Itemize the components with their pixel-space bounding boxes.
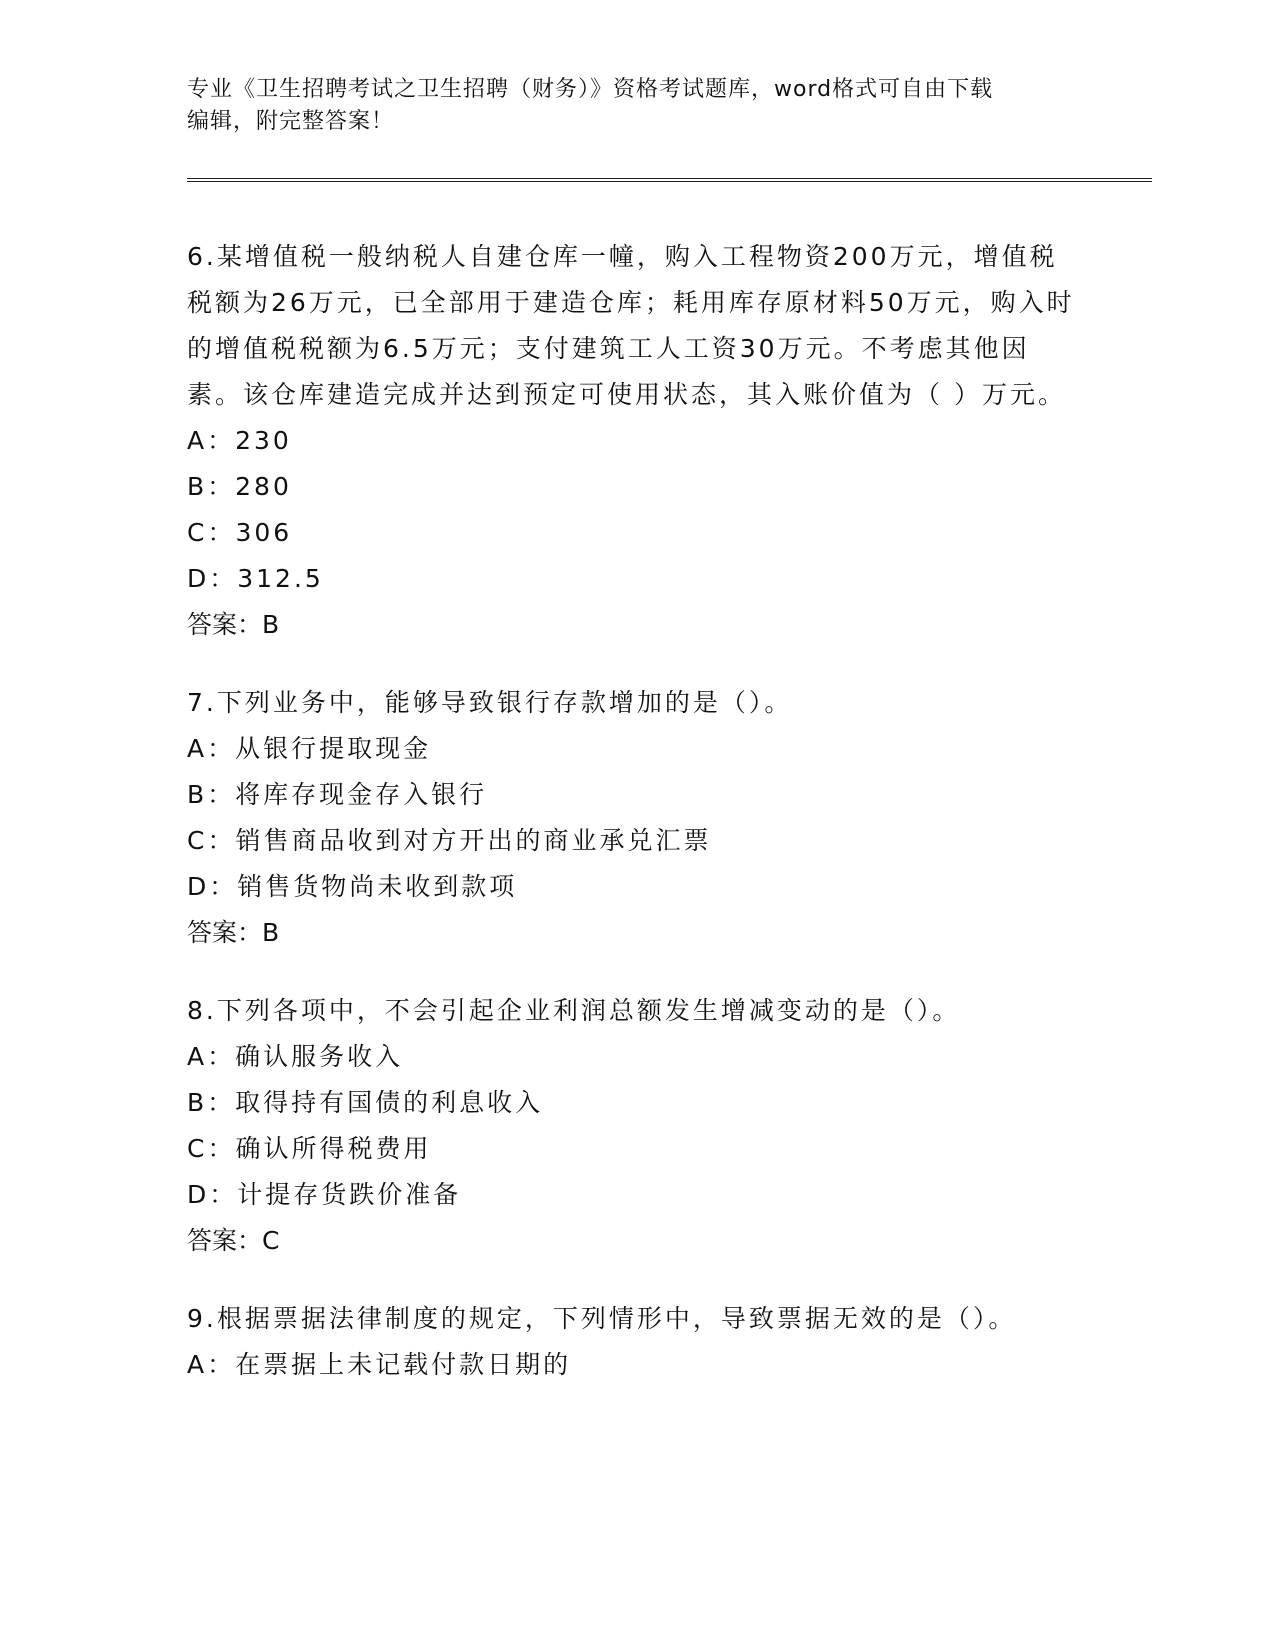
answer: 答案：C — [187, 1226, 280, 1255]
question-9 — [187, 1296, 1077, 1388]
option-d: D：计提存货跌价准备 — [187, 1180, 462, 1209]
question-6 — [187, 234, 1077, 648]
question-list — [187, 234, 1077, 1420]
option-a: A：在票据上未记载付款日期的 — [187, 1350, 572, 1379]
option-b: B：取得持有国债的利息收入 — [187, 1088, 544, 1117]
question-7 — [187, 680, 1077, 956]
document-header — [187, 74, 1087, 138]
question-stem: 9.根据票据法律制度的规定，下列情形中，导致票据无效的是（）。 — [187, 1304, 1017, 1333]
option-a: A：确认服务收入 — [187, 1042, 404, 1071]
answer: 答案：B — [187, 610, 280, 639]
option-c: C：销售商品收到对方开出的商业承兑汇票 — [187, 826, 712, 855]
header-line-2: 编辑，附完整答案！ — [187, 109, 395, 134]
option-c: C：确认所得税费用 — [187, 1134, 432, 1163]
option-b: B：将库存现金存入银行 — [187, 780, 488, 809]
option-d: D：销售货物尚未收到款项 — [187, 872, 518, 901]
option-a: A：230 — [187, 426, 292, 455]
question-stem: 6.某增值税一般纳税人自建仓库一幢，购入工程物资200万元，增值税税额为26万元，已全部用于建造仓库；耗用库存原材料50万元，购入时的增值税税额为6.5万元；支付建筑工人工资30万元。不考虑其他因素。该仓库建造完成并达到预定可使用状态，其入账价值为（ ）万元。 — [187, 242, 1075, 409]
option-c: C：306 — [187, 518, 293, 547]
header-line-1: 专业《卫生招聘考试之卫生招聘（财务）》资格考试题库，word格式可自由下载 — [187, 77, 994, 102]
question-stem: 7.下列业务中，能够导致银行存款增加的是（）。 — [187, 688, 793, 717]
question-8 — [187, 988, 1077, 1264]
option-d: D：312.5 — [187, 564, 324, 593]
header-divider — [187, 178, 1152, 182]
option-b: B：280 — [187, 472, 292, 501]
question-stem: 8.下列各项中，不会引起企业利润总额发生增减变动的是（）。 — [187, 996, 961, 1025]
option-a: A：从银行提取现金 — [187, 734, 432, 763]
answer: 答案：B — [187, 918, 280, 947]
